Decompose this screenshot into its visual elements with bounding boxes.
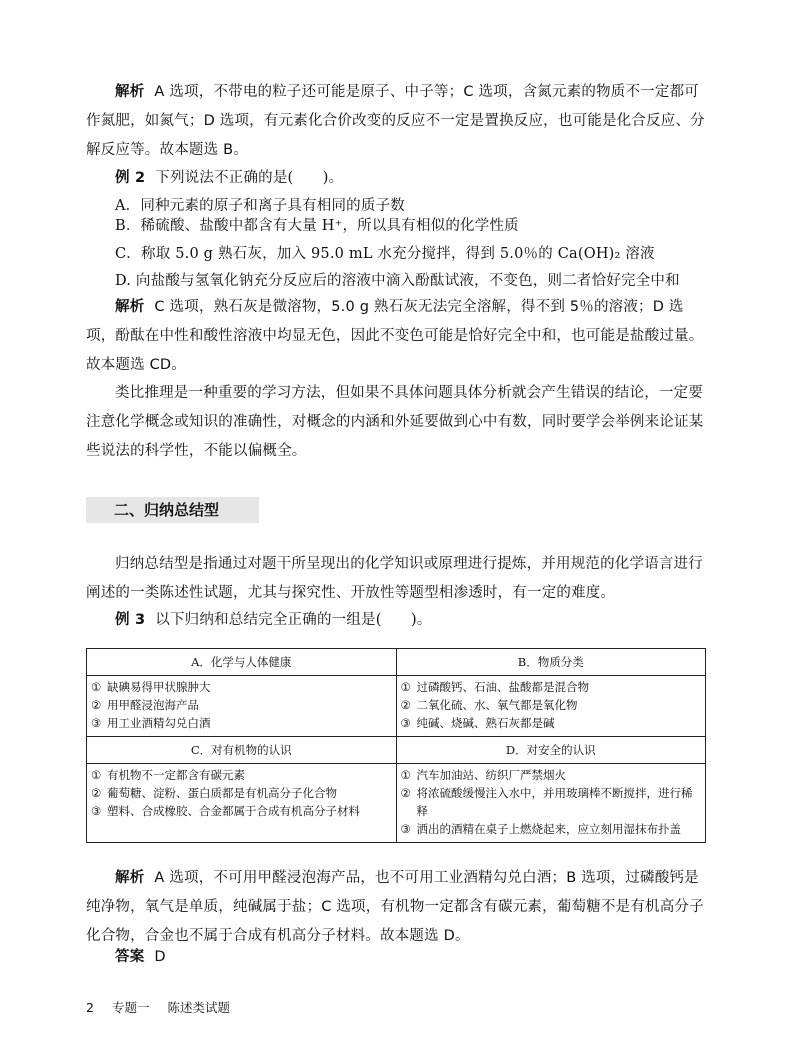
list-item: ② 二氧化硫、水、氧气都是氧化物 (400, 698, 578, 712)
list-item: ③ 洒出的酒精在桌子上燃烧起来，应立刻用湿抹布扑盖 (400, 822, 681, 836)
cell-d-items (396, 764, 706, 843)
option-c: C．称取 5.0 g 熟石灰，加入 95.0 mL 水充分搅拌，得到 5.0％的 Ca(OH)₂ 溶液 (115, 246, 655, 262)
page-footer (86, 998, 248, 1016)
analysis-label: 解析 (115, 299, 145, 315)
options-table (86, 648, 706, 843)
analysis-label: 解析 (115, 84, 145, 100)
cell-b-items (396, 676, 706, 737)
option-a: A．同种元素的原子和离子具有相同的质子数 (115, 198, 405, 214)
answer-value: D (154, 949, 166, 965)
page-number: 2 (86, 1000, 94, 1015)
answer-line (86, 943, 706, 972)
chapter-title: 陈述类试题 (167, 1000, 230, 1015)
list-item: ③ 纯碱、烧碱、熟石灰都是碱 (400, 716, 555, 730)
chapter-label: 专题一 (111, 1000, 150, 1015)
summary-paragraph: 类比推理是一种重要的学习方法，但如果不具体问题具体分析就会产生错误的结论，一定要注意化学概念或知识的准确性，对概念的内涵和外延要做到心中有数，同时要学会举例来论证某些说法的科学性，不能以偏概全。 (86, 385, 704, 459)
cell-b-title: B．物质分类 (396, 649, 706, 676)
section-heading: 二、归纳总结型 (86, 497, 259, 523)
analysis-paragraph-3 (86, 864, 706, 951)
cell-c-title: C．对有机物的认识 (87, 737, 397, 764)
example-label: 例 3 (115, 612, 146, 628)
list-item: ① 缺碘易得甲状腺肿大 (91, 680, 211, 694)
list-item: ③ 用工业酒精勾兑白酒 (91, 716, 211, 730)
option-b: B．稀硫酸、盐酸中都含有大量 H⁺，所以具有相似的化学性质 (115, 218, 519, 234)
list-item: ① 有机物不一定都含有碳元素 (91, 768, 245, 782)
list-item: ① 汽车加油站、纺织厂严禁烟火 (400, 768, 566, 782)
example-stem: 下列说法不正确的是( )。 (155, 170, 344, 186)
cell-d-title: D．对安全的认识 (396, 737, 706, 764)
analysis-label: 解析 (115, 870, 145, 886)
list-item: ① 过磷酸钙、石油、盐酸都是混合物 (400, 680, 589, 694)
analysis-text: A 选项，不可用甲醛浸泡海产品，也不可用工业酒精勾兑白酒；B 选项，过磷酸钙是纯净物，氧气是单质，纯碱属于盐；C 选项，有机物一定都含有碳元素，葡萄糖不是有机高分子化合物，合金也不属于合成有机高分子材料。故本题选 D。 (86, 870, 704, 944)
list-item: ② 葡萄糖、淀粉、蛋白质都是有机高分子化合物 (91, 786, 337, 800)
option-d: D. 向盐酸与氢氧化钠充分反应后的溶液中滴入酚酞试液，不变色，则二者恰好完全中和 (115, 273, 680, 289)
example-stem: 以下归纳和总结完全正确的一组是( )。 (155, 612, 432, 628)
list-item: ③ 塑料、合成橡胶、合金都属于合成有机高分子材料 (91, 804, 360, 818)
example-2-stem (86, 164, 706, 193)
example-label: 例 2 (115, 170, 146, 186)
analysis-text: A 选项，不带电的粒子还可能是原子、中子等；C 选项，含氮元素的物质不一定都可作氮肥，如氮气；D 选项，有元素化合价改变的反应不一定是置换反应，也可能是化合反应、分解反应等。故本题选 B。 (86, 84, 705, 158)
answer-label: 答案 (115, 949, 145, 965)
section-intro: 归纳总结型是指通过对题干所呈现出的化学知识或原理进行提炼，并用规范的化学语言进行阐述的一类陈述性试题，尤其与探究性、开放性等题型相渗透时，有一定的难度。 (86, 556, 703, 601)
cell-c-items (87, 764, 397, 843)
analysis-paragraph-2 (86, 293, 706, 380)
list-item: ② 用甲醛浸泡海产品 (91, 698, 199, 712)
example-3-stem (86, 606, 706, 635)
list-item: ② 将浓硫酸缓慢注入水中，并用玻璃棒不断搅拌，进行稀释 (400, 786, 693, 818)
analysis-text: C 选项，熟石灰是微溶物，5.0 g 熟石灰无法完全溶解，得不到 5％的溶液；D 选项，酚酞在中性和酸性溶液中均显无色，因此不变色可能是恰好完全中和，也可能是盐酸过量。故本题选 CD。 (86, 299, 704, 373)
analysis-paragraph-1 (86, 78, 706, 165)
cell-a-title: A．化学与人体健康 (87, 649, 397, 676)
cell-a-items (87, 676, 397, 737)
